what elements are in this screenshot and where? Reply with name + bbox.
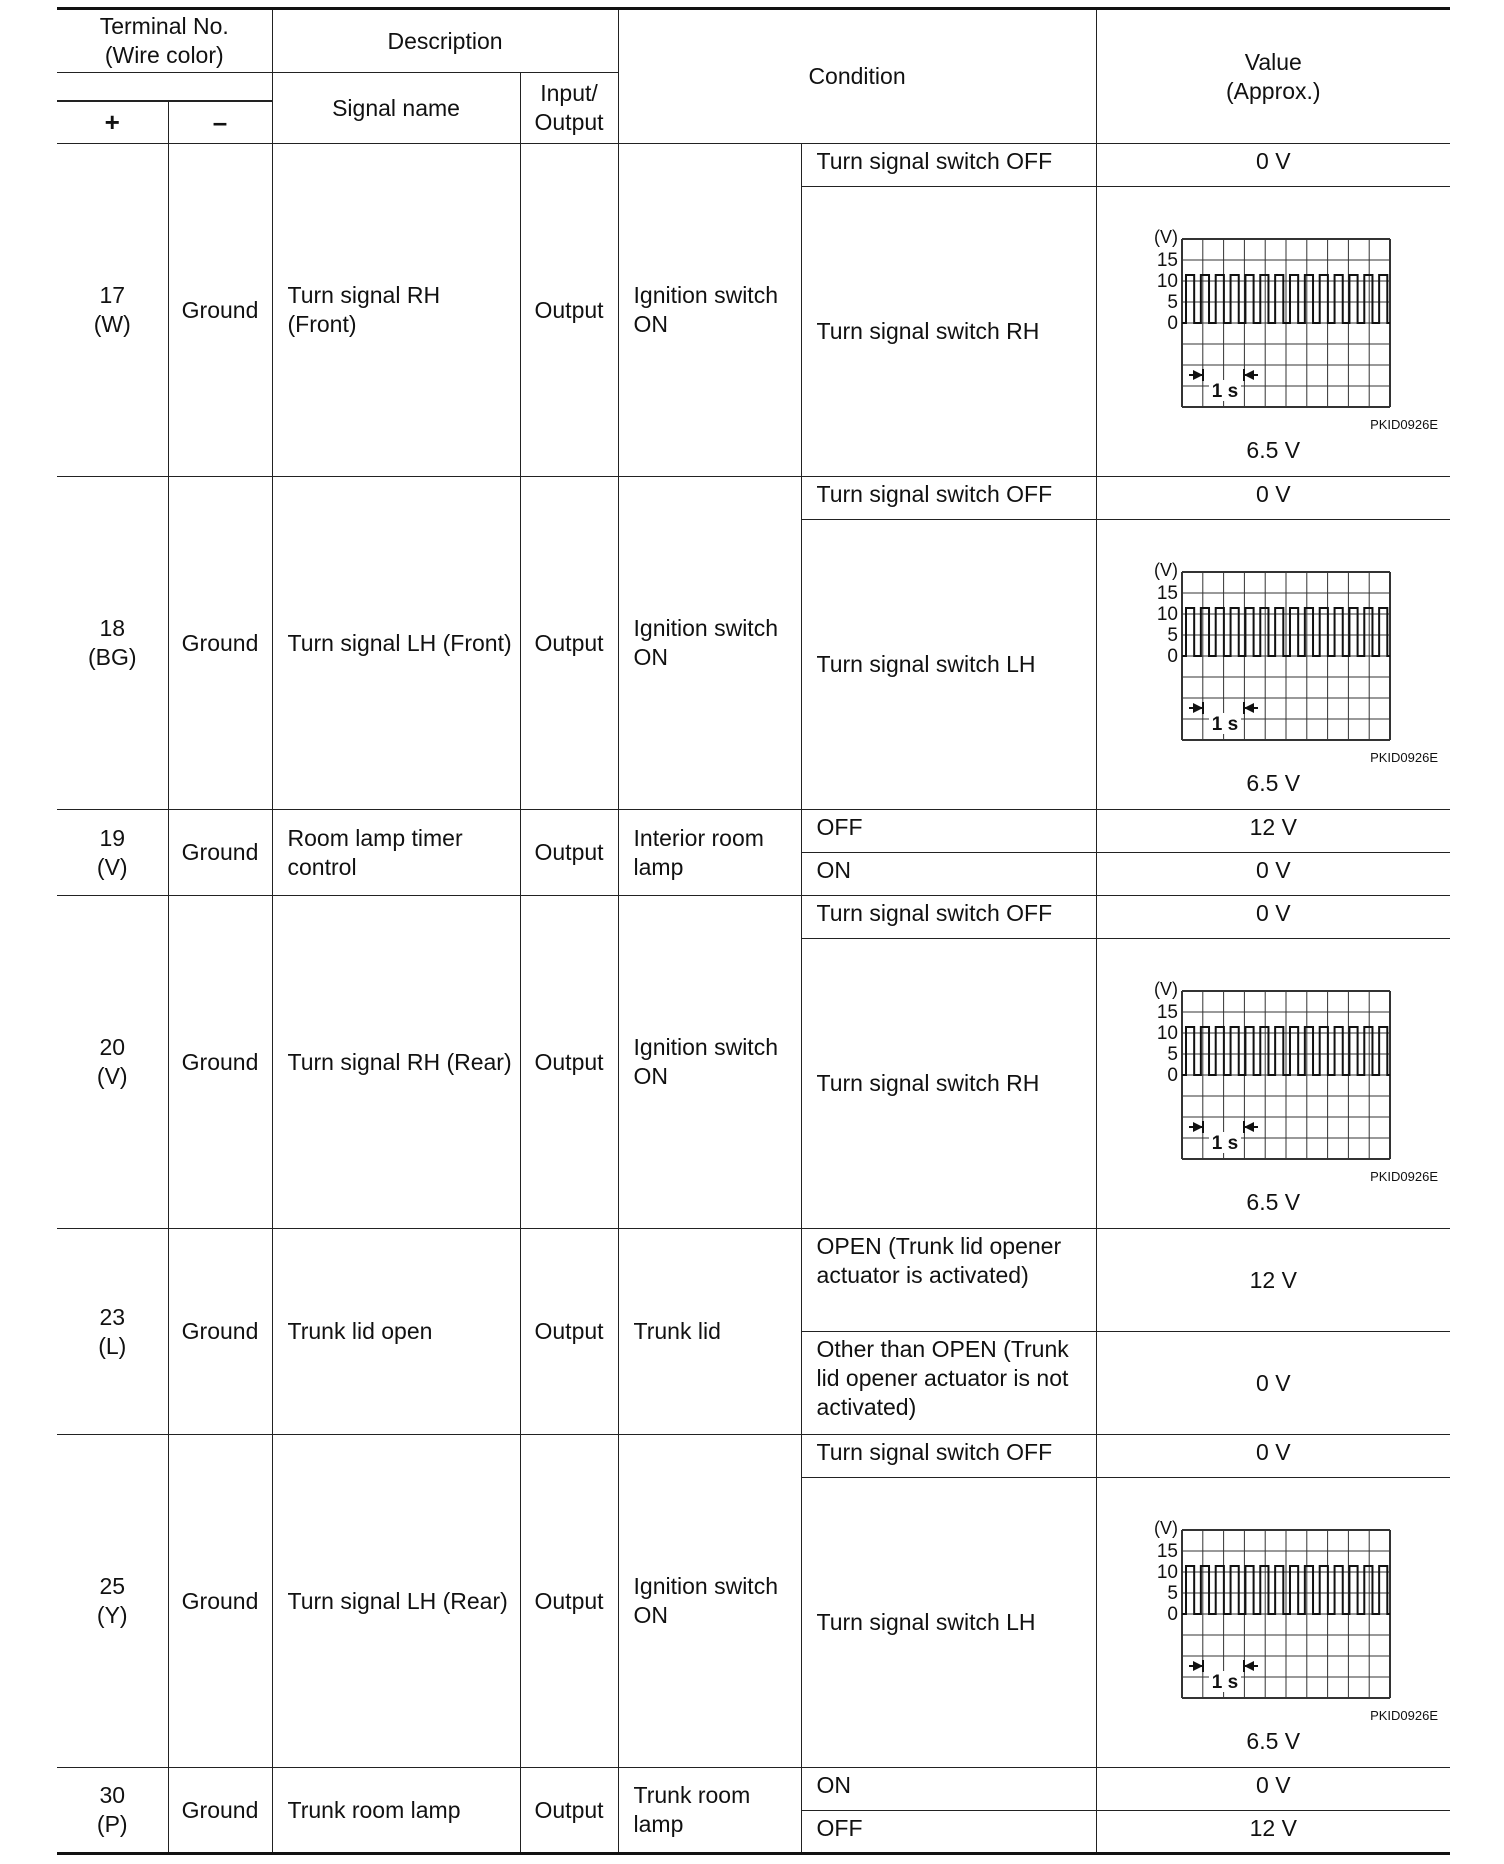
terminal-cell [57, 810, 168, 896]
terminal-no-label: Terminal No. [99, 13, 229, 39]
terminal-number: 30 [99, 1782, 126, 1808]
value-cell: 0 V [1096, 853, 1450, 896]
ground-cell: Ground [168, 1229, 272, 1435]
condition-main-cell: Ignition switch ON [618, 144, 801, 477]
signal-name-cell: Turn signal LH (Rear) [272, 1435, 520, 1768]
wire-color-label: (Wire color) [104, 42, 224, 68]
condition-cell: Turn signal switch OFF [801, 144, 1096, 187]
wire-color: (BG) [87, 644, 137, 670]
io-cell: Output [520, 896, 618, 1229]
condition-main-cell: Trunk room lamp [618, 1768, 801, 1854]
value-cell [1096, 187, 1450, 477]
signal-name-cell: Turn signal RH (Rear) [272, 896, 520, 1229]
ground-cell: Ground [168, 810, 272, 896]
waveform-time-label: 1 s [1211, 714, 1238, 735]
io-cell: Output [520, 477, 618, 810]
waveform [1097, 977, 1451, 1217]
signal-name-cell: Room lamp timer control [272, 810, 520, 896]
terminal-number: 25 [99, 1573, 126, 1599]
table-row [57, 477, 1450, 520]
io-cell: Output [520, 1229, 618, 1435]
waveform-code: PKID0926E [1369, 750, 1438, 765]
wire-color: (Y) [96, 1602, 128, 1628]
signal-name-cell: Trunk room lamp [272, 1768, 520, 1854]
waveform-y-unit: (V) [1153, 979, 1178, 999]
ground-cell: Ground [168, 1768, 272, 1854]
waveform-y-tick: 10 [1156, 1023, 1178, 1044]
ground-cell: Ground [168, 896, 272, 1229]
condition-cell: Turn signal switch OFF [801, 477, 1096, 520]
waveform-y-tick: 5 [1166, 625, 1178, 646]
table-row [57, 810, 1450, 853]
condition-cell: Turn signal switch RH [801, 939, 1096, 1229]
table-row [57, 1768, 1450, 1811]
value-cell: 0 V [1096, 896, 1450, 939]
waveform [1097, 558, 1451, 798]
terminal-cell [57, 1768, 168, 1854]
value-header [1096, 9, 1450, 144]
io-cell: Output [520, 144, 618, 477]
ground-cell: Ground [168, 477, 272, 810]
terminal-cell [57, 477, 168, 810]
terminal-reference-table [57, 7, 1450, 1855]
waveform-y-tick: 15 [1156, 583, 1178, 604]
value-cell [1096, 939, 1450, 1229]
value-cell: 0 V [1096, 1332, 1450, 1435]
condition-main-cell: Ignition switch ON [618, 1435, 801, 1768]
signal-name-header: Signal name [272, 73, 520, 144]
condition-cell: ON [801, 853, 1096, 896]
waveform-y-unit: (V) [1153, 227, 1178, 247]
approx-label: (Approx.) [1225, 77, 1321, 104]
waveform-chart [1125, 977, 1438, 1184]
waveform-code: PKID0926E [1369, 417, 1438, 432]
condition-main-cell: Interior room lamp [618, 810, 801, 896]
waveform-time-label: 1 s [1211, 381, 1238, 402]
plus-header: + [57, 101, 168, 144]
signal-name-cell: Trunk lid open [272, 1229, 520, 1435]
waveform-y-tick: 5 [1166, 292, 1178, 313]
table-row [57, 1229, 1450, 1332]
condition-cell: ON [801, 1768, 1096, 1811]
terminal-no-header [57, 9, 272, 73]
waveform-y-tick: 0 [1166, 646, 1178, 667]
condition-main-cell: Ignition switch ON [618, 477, 801, 810]
waveform [1097, 1516, 1451, 1756]
ground-cell: Ground [168, 1435, 272, 1768]
value-cell: 12 V [1096, 1229, 1450, 1332]
terminal-number: 17 [99, 282, 126, 308]
waveform-code: PKID0926E [1369, 1708, 1438, 1723]
terminal-number: 20 [99, 1034, 126, 1060]
waveform-y-unit: (V) [1153, 560, 1178, 580]
terminal-table [57, 7, 1450, 1855]
condition-cell: OFF [801, 810, 1096, 853]
waveform-y-tick: 0 [1166, 1065, 1178, 1086]
value-label: Value [1244, 48, 1302, 75]
waveform-time-label: 1 s [1211, 1133, 1238, 1154]
table-row [57, 896, 1450, 939]
condition-cell: OFF [801, 1811, 1096, 1854]
io-cell: Output [520, 1435, 618, 1768]
waveform-y-tick: 15 [1156, 1002, 1178, 1023]
terminal-cell [57, 144, 168, 477]
waveform-y-unit: (V) [1153, 1518, 1178, 1538]
waveform [1097, 225, 1451, 465]
condition-cell: OPEN (Trunk lid opener actuator is activated) [801, 1229, 1096, 1332]
terminal-cell [57, 1435, 168, 1768]
wire-color: (V) [96, 853, 128, 880]
signal-name-cell: Turn signal RH (Front) [272, 144, 520, 477]
terminal-number: 19 [99, 824, 126, 851]
table-row [57, 1435, 1450, 1478]
terminal-cell [57, 896, 168, 1229]
waveform-value: 6.5 V [1246, 1728, 1301, 1754]
condition-cell: Turn signal switch OFF [801, 1435, 1096, 1478]
condition-cell: Turn signal switch RH [801, 187, 1096, 477]
wire-color: (L) [98, 1332, 127, 1359]
signal-name-cell: Turn signal LH (Front) [272, 477, 520, 810]
waveform-y-tick: 0 [1166, 1604, 1178, 1625]
waveform-y-tick: 0 [1166, 313, 1178, 334]
value-cell [1096, 520, 1450, 810]
value-cell [1096, 1478, 1450, 1768]
condition-header: Condition [618, 9, 1096, 144]
minus-header: – [168, 101, 272, 144]
table-row [57, 144, 1450, 187]
input-output-header: Input/ Output [520, 73, 618, 144]
description-header: Description [272, 9, 618, 73]
terminal-number: 23 [99, 1303, 126, 1330]
value-cell: 0 V [1096, 144, 1450, 187]
terminal-cell [57, 1229, 168, 1435]
condition-cell: Turn signal switch OFF [801, 896, 1096, 939]
condition-cell: Other than OPEN (Trunk lid opener actuator is not activated) [801, 1332, 1096, 1435]
waveform-y-tick: 5 [1166, 1583, 1178, 1604]
value-cell: 12 V [1096, 810, 1450, 853]
terminal-number: 18 [99, 615, 126, 641]
terminal-wire-header-cont [57, 73, 272, 101]
waveform-value: 6.5 V [1246, 1189, 1301, 1215]
wire-color: (V) [96, 1063, 128, 1089]
waveform-y-tick: 10 [1156, 271, 1178, 292]
condition-main-cell: Trunk lid [618, 1229, 801, 1435]
waveform-chart [1125, 1516, 1438, 1723]
waveform-value: 6.5 V [1246, 437, 1301, 463]
wire-color: (P) [96, 1811, 128, 1837]
io-cell: Output [520, 810, 618, 896]
waveform-time-label: 1 s [1211, 1672, 1238, 1693]
waveform-code: PKID0926E [1369, 1169, 1438, 1184]
waveform-y-tick: 10 [1156, 1562, 1178, 1583]
ground-cell: Ground [168, 144, 272, 477]
io-cell: Output [520, 1768, 618, 1854]
condition-cell: Turn signal switch LH [801, 1478, 1096, 1768]
value-cell: 0 V [1096, 1435, 1450, 1478]
waveform-chart [1125, 225, 1438, 432]
waveform-y-tick: 15 [1156, 1541, 1178, 1562]
waveform-y-tick: 15 [1156, 250, 1178, 271]
waveform-value: 6.5 V [1246, 770, 1301, 796]
condition-main-cell: Ignition switch ON [618, 896, 801, 1229]
wire-color: (W) [93, 311, 131, 337]
waveform-y-tick: 10 [1156, 604, 1178, 625]
condition-cell: Turn signal switch LH [801, 520, 1096, 810]
value-cell: 12 V [1096, 1811, 1450, 1854]
value-cell: 0 V [1096, 477, 1450, 520]
waveform-y-tick: 5 [1166, 1044, 1178, 1065]
value-cell: 0 V [1096, 1768, 1450, 1811]
rows-body [57, 144, 1450, 1854]
waveform-chart [1125, 558, 1438, 765]
